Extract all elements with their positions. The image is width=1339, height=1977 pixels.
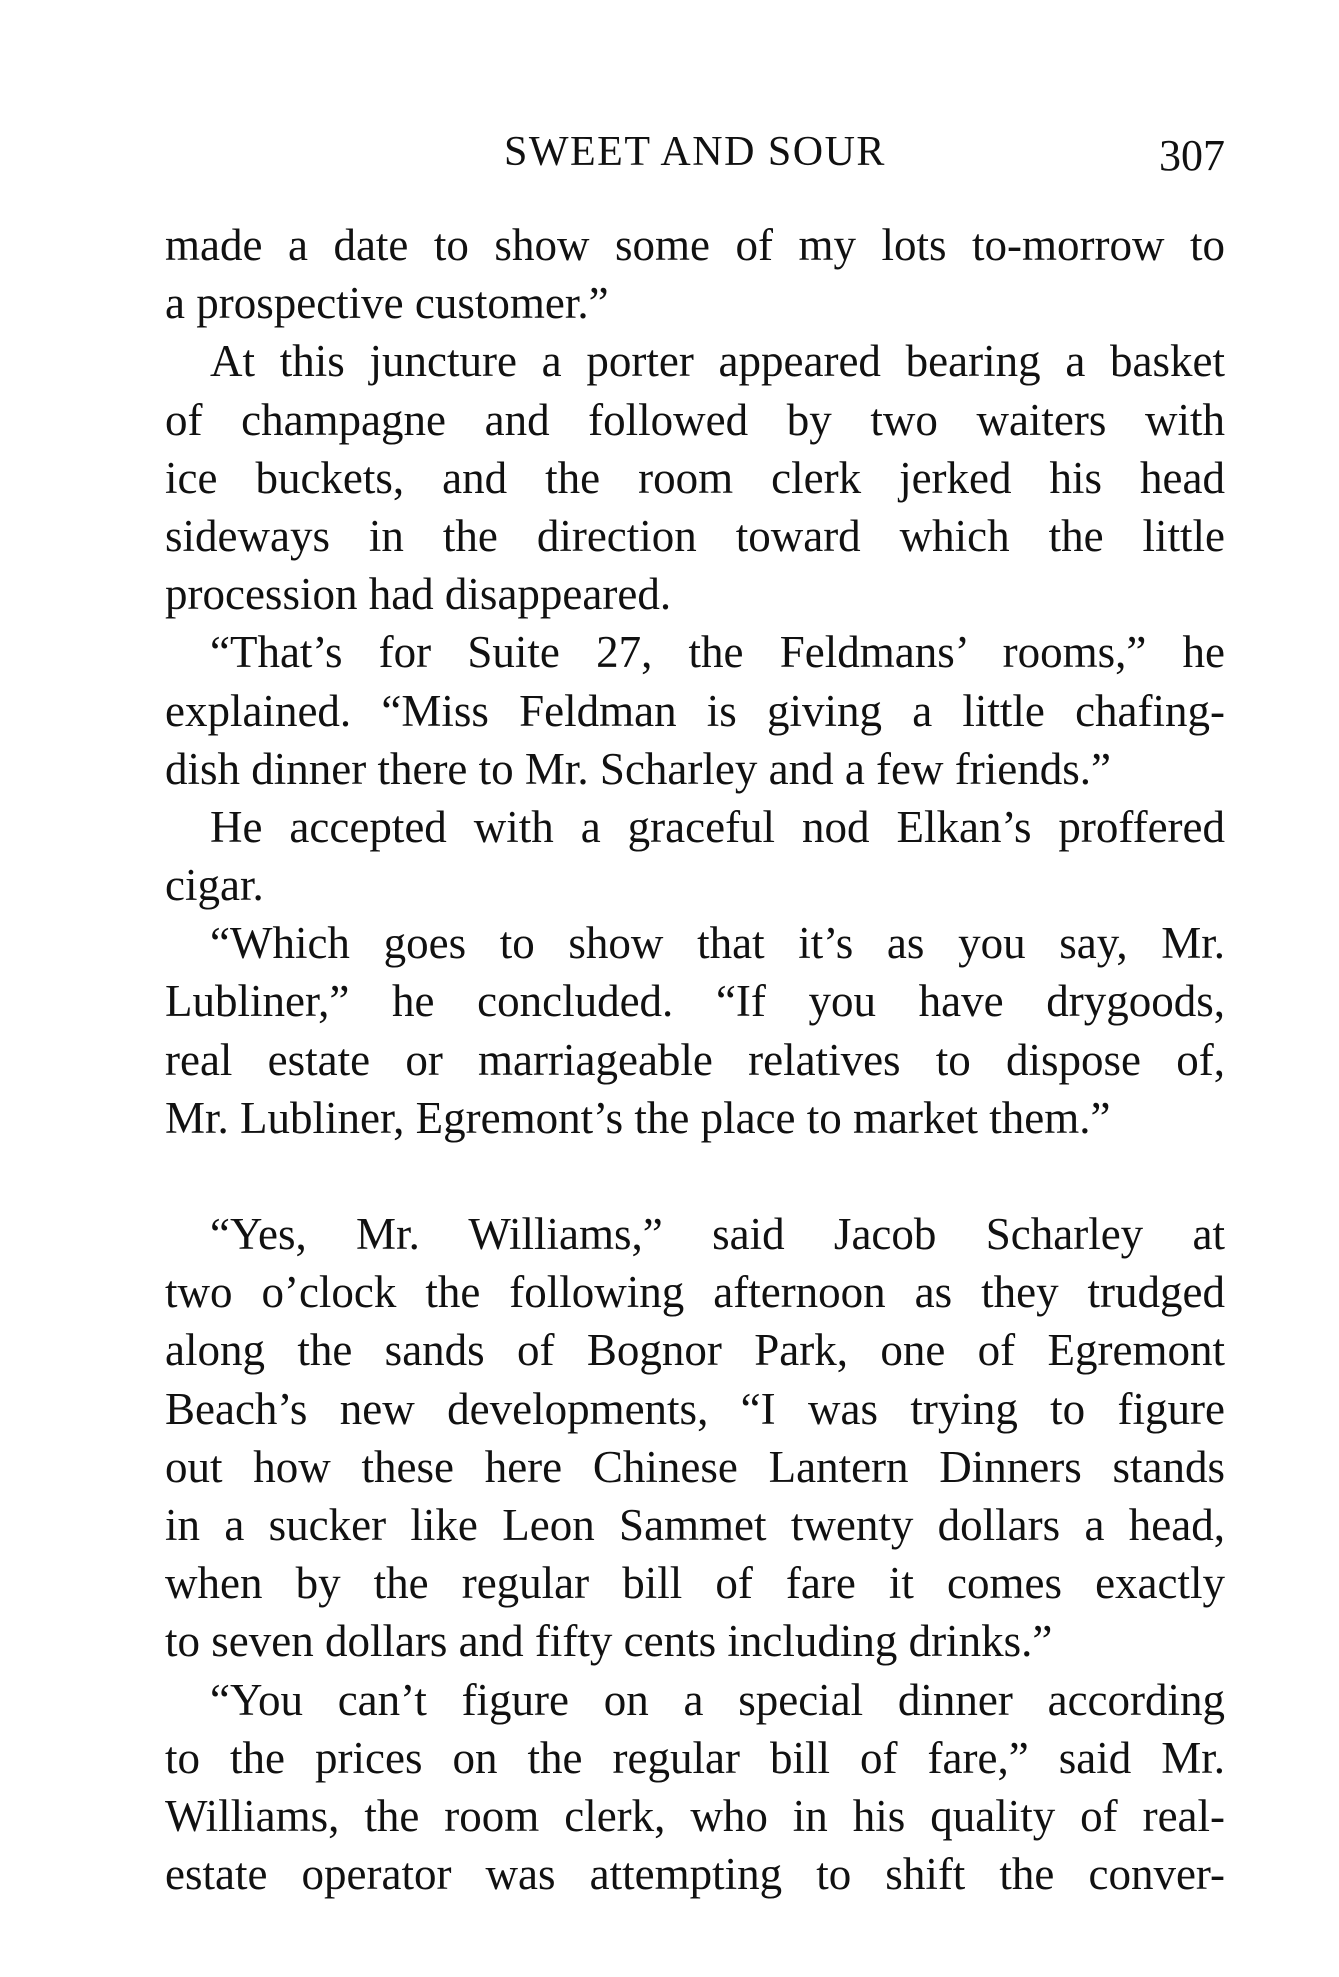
- paragraph: [165, 798, 1225, 914]
- text-line: real estate or marriageable relatives to dispose of,: [165, 1034, 1225, 1085]
- text-line: to the prices on the regular bill of fare,” said Mr.: [165, 1732, 1225, 1783]
- paragraph: [165, 1205, 1225, 1671]
- text-line: made a date to show some of my lots to-morrow to: [165, 220, 1225, 270]
- text-line: of champagne and followed by two waiters with: [165, 394, 1225, 445]
- text-line: He accepted with a graceful nod Elkan’s proffered: [210, 801, 1225, 852]
- text-line: “You can’t figure on a special dinner according: [210, 1674, 1225, 1725]
- running-head: SWEET AND SOUR: [504, 129, 886, 175]
- text-line: out how these here Chinese Lantern Dinners stands: [165, 1441, 1225, 1492]
- paragraph: [165, 1671, 1225, 1904]
- text-line: explained. “Miss Feldman is giving a little chafing-: [165, 685, 1225, 736]
- text-line: in a sucker like Leon Sammet twenty dollars a head,: [165, 1499, 1225, 1550]
- text-line: ice buckets, and the room clerk jerked his head: [165, 452, 1225, 503]
- text-line: along the sands of Bognor Park, one of Egremont: [165, 1325, 1225, 1376]
- page-number: 307: [1159, 131, 1225, 180]
- text-line: Lubliner,” he concluded. “If you have drygoods,: [165, 976, 1225, 1027]
- body-text: [165, 216, 1225, 1903]
- text-line: sideways in the direction toward which the little: [165, 510, 1225, 561]
- paragraph: [165, 332, 1225, 623]
- text-line: Williams, the room clerk, who in his quality of real-: [165, 1790, 1225, 1841]
- paragraph: [165, 216, 1225, 332]
- page-header: [165, 128, 1225, 188]
- text-line: At this juncture a porter appeared bearing a basket: [210, 336, 1225, 387]
- paragraph: [165, 623, 1225, 798]
- text-line: procession had disappeared.: [165, 569, 672, 620]
- text-line: cigar.: [165, 860, 264, 911]
- text-line: estate operator was attempting to shift the conver-: [165, 1849, 1225, 1900]
- section-break: [165, 1147, 1225, 1205]
- text-line: “Yes, Mr. Williams,” said Jacob Scharley at: [210, 1209, 1225, 1259]
- text-line: “Which goes to show that it’s as you say, Mr.: [210, 918, 1225, 969]
- text-line: Beach’s new developments, “I was trying to figure: [165, 1383, 1225, 1434]
- text-line: a prospective customer.”: [165, 278, 609, 329]
- text-line: Mr. Lubliner, Egremont’s the place to market them.”: [165, 1092, 1111, 1143]
- text-line: “That’s for Suite 27, the Feldmans’ rooms,” he: [210, 627, 1225, 678]
- text-line: dish dinner there to Mr. Scharley and a few friends.”: [165, 743, 1111, 794]
- paragraph: [165, 914, 1225, 1147]
- text-line: two o’clock the following afternoon as they trudged: [165, 1267, 1225, 1318]
- text-line: to seven dollars and fifty cents including drinks.”: [165, 1616, 1053, 1667]
- text-line: when by the regular bill of fare it comes exactly: [165, 1558, 1225, 1609]
